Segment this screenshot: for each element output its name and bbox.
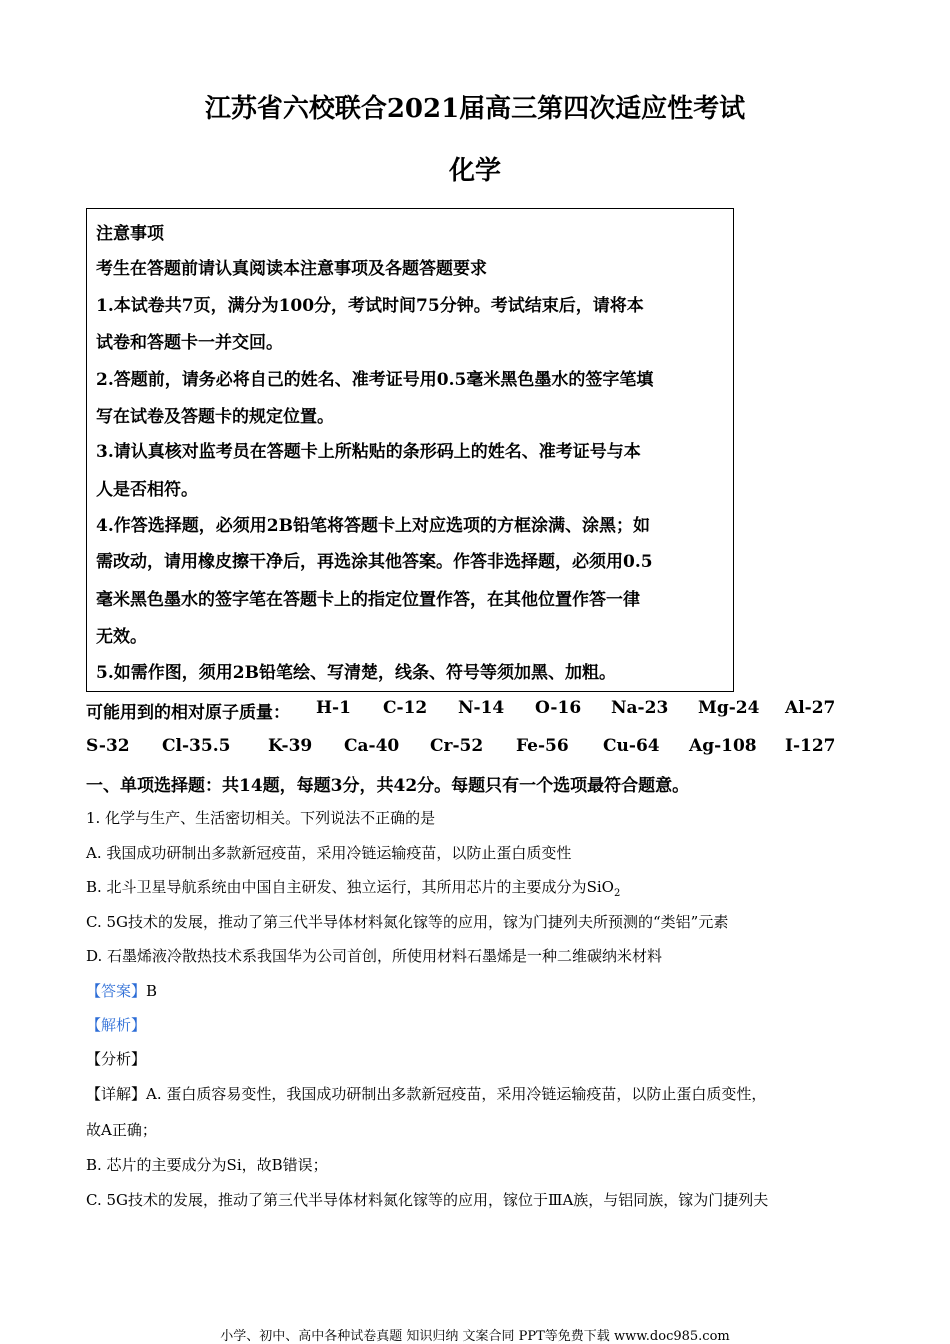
fenxi-tag: 【分析】 (86, 1050, 147, 1068)
notice-line: 写在试卷及答题卡的规定位置。 (96, 407, 334, 427)
detail-a-cont: 故A正确； (86, 1121, 157, 1139)
detail-c: C. 5G技术的发展，推动了第三代半导体材料氮化镓等的应用，镓位于ⅢA族，与铝同族，镓为门捷列夫 (86, 1191, 769, 1209)
atomic-mass-entry: Ca-40 (344, 736, 400, 756)
detail-a-text: A. 蛋白质容易变性，我国成功研制出多款新冠疫苗，采用冷链运输疫苗，以防止蛋白质变性， (146, 1085, 767, 1103)
detail-b: B. 芯片的主要成分为Si，故B错误； (86, 1156, 328, 1174)
notice-line: 4.作答选择题，必须用2B铅笔将答题卡上对应选项的方框涂满、涂黑；如 (96, 516, 650, 536)
subscript: 2 (613, 888, 621, 899)
atomic-mass-entry: Cu-64 (603, 736, 660, 756)
notice-line: 1.本试卷共7页，满分为100分，考试时间75分钟。考试结束后，请将本 (96, 296, 644, 316)
atomic-mass-entry: H-1 (316, 698, 351, 718)
answer-line (86, 980, 157, 1001)
atomic-mass-entry: Cr-52 (430, 736, 484, 756)
atomic-mass-entry: S-32 (86, 736, 130, 756)
atomic-mass-entry: Fe-56 (516, 736, 569, 756)
subject-title: 化学 (448, 156, 501, 186)
notice-heading: 注意事项 (96, 224, 164, 244)
notice-line: 3.请认真核对监考员在答题卡上所粘贴的条形码上的姓名、准考证号与本 (96, 442, 641, 462)
detail-a (86, 1083, 766, 1104)
detail-tag: 【详解】 (86, 1085, 147, 1103)
notice-line: 无效。 (96, 627, 147, 647)
option-c: C. 5G技术的发展，推动了第三代半导体材料氮化镓等的应用，镓为门捷列夫所预测的“类铝”元素 (86, 913, 729, 931)
atomic-mass-entry: Na-23 (611, 698, 669, 718)
atomic-mass-entry: C-12 (383, 698, 428, 718)
notice-box (86, 208, 734, 692)
atomic-mass-entry: Al-27 (785, 698, 836, 718)
atomic-mass-entry: K-39 (268, 736, 313, 756)
atomic-mass-entry: N-14 (458, 698, 505, 718)
option-b-text: B. 北斗卫星导航系统由中国自主研发、独立运行，其所用芯片的主要成分为SiO (86, 878, 614, 896)
notice-line: 5.如需作图，须用2B铅笔绘、写清楚，线条、符号等须加黑、加粗。 (96, 663, 616, 683)
notice-line: 人是否相符。 (96, 480, 198, 500)
notice-line: 需改动，请用橡皮擦干净后，再选涂其他答案。作答非选择题，必须用0.5 (96, 552, 653, 572)
atomic-mass-entry: Ag-108 (689, 736, 757, 756)
answer-tag: 【答案】 (86, 982, 147, 1000)
atomic-mass-label: 可能用到的相对原子质量： (86, 703, 290, 723)
option-b (86, 876, 620, 899)
notice-line: 试卷和答题卡一并交回。 (96, 333, 283, 353)
exam-title: 江苏省六校联合2021届高三第四次适应性考试 (204, 94, 746, 124)
notice-line: 考生在答题前请认真阅读本注意事项及各题答题要求 (96, 259, 487, 279)
notice-line: 2.答题前，请务必将自己的姓名、准考证号用0.5毫米黑色墨水的签字笔填 (96, 370, 654, 390)
option-d: D. 石墨烯液冷散热技术系我国华为公司首创，所使用材料石墨烯是一种二维碳纳米材料 (86, 947, 663, 965)
atomic-mass-entry: I-127 (785, 736, 836, 756)
answer-value: B (146, 982, 158, 1000)
atomic-mass-entry: Cl-35.5 (162, 736, 231, 756)
section-heading: 一、单项选择题：共14题，每题3分，共42分。每题只有一个选项最符合题意。 (86, 776, 690, 796)
option-a: A. 我国成功研制出多款新冠疫苗，采用冷链运输疫苗，以防止蛋白质变性 (86, 844, 572, 862)
atomic-mass-entry: O-16 (535, 698, 582, 718)
notice-line: 毫米黑色墨水的签字笔在答题卡上的指定位置作答，在其他位置作答一律 (96, 590, 640, 610)
question-stem: 1. 化学与生产、生活密切相关。下列说法不正确的是 (86, 809, 436, 827)
atomic-mass-entry: Mg-24 (698, 698, 760, 718)
analysis-tag: 【解析】 (86, 1016, 147, 1034)
footer-text: 小学、初中、高中各种试卷真题 知识归纳 文案合同 PPT等免费下载 www.doc985.com (220, 1329, 730, 1344)
